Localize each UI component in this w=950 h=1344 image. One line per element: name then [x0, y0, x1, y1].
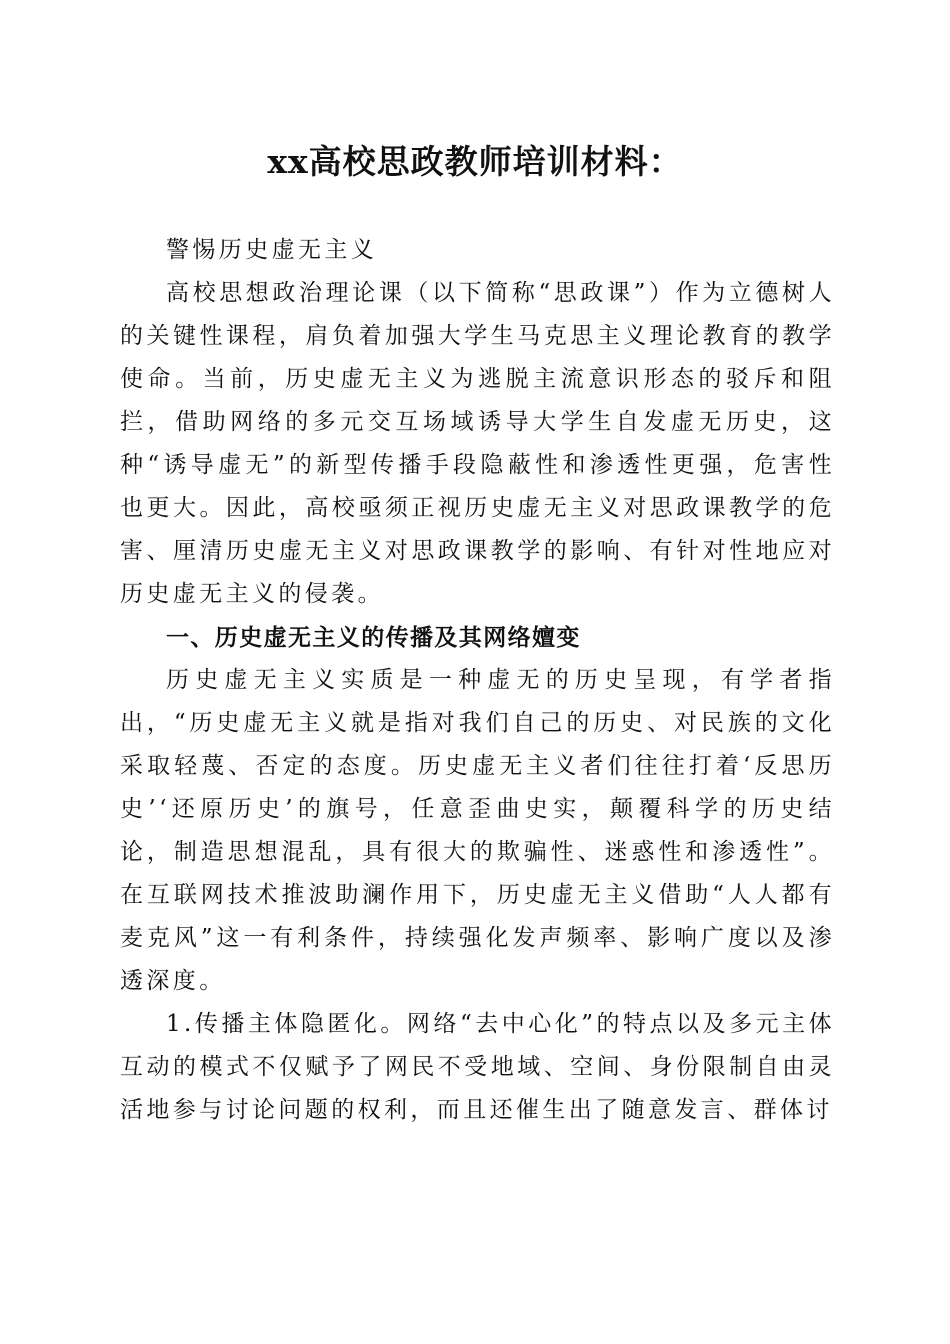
- body-paragraph: 历史虚无主义实质是一种虚无的历史呈现，有学者指出，“历史虚无主义就是指对我们自己的历史、对民族的文化采取轻蔑、否定的态度。历史虚无主义者们往往打着‘反思历史’‘还原历史’的旗号，任意歪曲史实，颠覆科学的历史结论，制造思想混乱，具有很大的欺骗性、迷惑性和渗透性”。在互联网技术推波助澜作用下，历史虚无主义借助“人人都有麦克风”这一有利条件，持续强化发声频率、影响广度以及渗透深度。: [120, 667, 835, 994]
- subtitle-paragraph: 警惕历史虚无主义: [166, 237, 378, 263]
- section-heading: 一、历史虚无主义的传播及其网络嬗变: [166, 624, 581, 651]
- body-paragraph: 1.传播主体隐匿化。网络“去中心化”的特点以及多元主体互动的模式不仅赋予了网民不受地域、空间、身份限制自由灵活地参与讨论问题的权利，而且还催生出了随意发言、群体讨: [120, 1011, 835, 1123]
- document-body: [120, 229, 835, 1132]
- body-paragraph: 高校思想政治理论课（以下简称“思政课”）作为立德树人的关键性课程，肩负着加强大学生马克思主义理论教育的教学使命。当前，历史虚无主义为逃脱主流意识形态的驳斥和阻拦，借助网络的多元交互场域诱导大学生自发虚无历史，这种“诱导虚无”的新型传播手段隐蔽性和渗透性更强，危害性也更大。因此，高校亟须正视历史虚无主义对思政课教学的危害、厘清历史虚无主义对思政课教学的影响、有针对性地应对历史虚无主义的侵袭。: [120, 280, 835, 607]
- document-title: xx高校思政教师培训材料：: [267, 142, 683, 181]
